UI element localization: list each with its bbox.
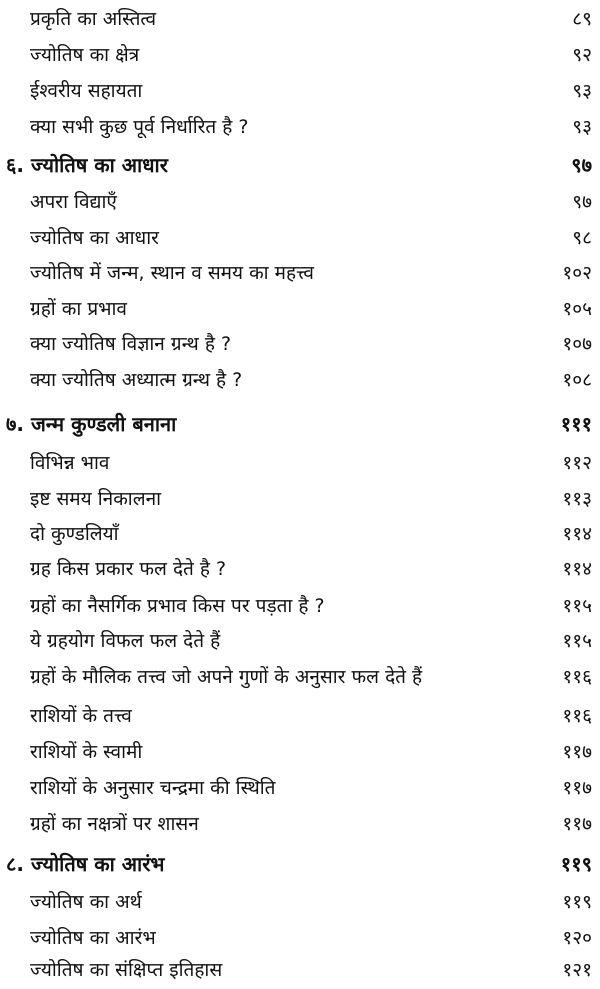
toc-entry-page: ११७: [562, 777, 592, 799]
toc-entry: [0, 219, 600, 257]
toc-chapter-title: ७. जन्म कुण्डली बनाना: [6, 412, 177, 436]
toc-entry-title: ग्रहों का नैसर्गिक प्रभाव किस पर पड़ता है ?: [30, 595, 325, 617]
toc-entry: [0, 515, 600, 553]
toc-chapter-title: ८. ज्योतिष का आरंभ: [6, 852, 165, 876]
toc-entry-title: इष्ट समय निकालना: [30, 488, 162, 510]
toc-entry-page: १०७: [562, 333, 592, 355]
toc-entry: [0, 108, 600, 146]
toc-entry: [0, 658, 600, 696]
toc-chapter-page: ९७: [571, 153, 592, 177]
toc-entry: [0, 622, 600, 660]
toc-entry-page: १०८: [562, 369, 592, 391]
toc-entry-title: ज्योतिष का क्षेत्र: [30, 44, 140, 66]
toc-chapter-heading: [0, 845, 600, 883]
toc-entry-title: दो कुण्डलियाँ: [30, 523, 119, 545]
toc-entry: [0, 36, 600, 74]
toc-entry: [0, 733, 600, 771]
toc-entry-title: ज्योतिष का आरंभ: [30, 927, 156, 949]
toc-entry: [0, 0, 600, 38]
toc-entry-title: ज्योतिष का आधार: [30, 227, 159, 249]
toc-entry-page: ९२: [572, 44, 592, 66]
toc-entry-page: ११७: [562, 741, 592, 763]
toc-entry: [0, 951, 600, 989]
toc-chapter-page: १११: [560, 412, 592, 436]
toc-chapter-title: ६. ज्योतिष का आधार: [6, 153, 168, 177]
toc-entry-title: क्या ज्योतिष विज्ञान ग्रन्थ है ?: [30, 333, 232, 355]
toc-entry: [0, 361, 600, 399]
toc-entry-page: ११२: [562, 452, 592, 474]
toc-entry-title: ग्रहों का प्रभाव: [30, 298, 127, 320]
toc-entry-title: ये ग्रहयोग विफल फल देते हैं: [30, 630, 221, 652]
toc-entry-page: १२०: [562, 927, 592, 949]
toc-entry: [0, 550, 600, 588]
toc-entry-page: ११५: [562, 630, 592, 652]
toc-entry: [0, 883, 600, 921]
toc-entry-title: ज्योतिष में जन्म, स्थान व समय का महत्त्व: [30, 262, 314, 284]
toc-entry: [0, 587, 600, 625]
toc-entry: [0, 72, 600, 110]
toc-entry: [0, 290, 600, 328]
toc-entry-title: अपरा विद्याएँ: [30, 191, 117, 213]
toc-entry-title: प्रकृति का अस्तित्व: [30, 8, 157, 30]
toc-entry: [0, 805, 600, 843]
toc-entry-page: ११४: [562, 558, 592, 580]
toc-chapter-heading: [0, 146, 600, 184]
toc-entry-title: राशियों के अनुसार चन्द्रमा की स्थिति: [30, 777, 276, 799]
toc-entry-page: १२१: [562, 959, 592, 981]
toc-entry: [0, 444, 600, 482]
toc-entry-page: १०२: [562, 262, 592, 284]
toc-entry: [0, 697, 600, 735]
toc-entry: [0, 325, 600, 363]
toc-entry: [0, 480, 600, 518]
toc-chapter-page: ११९: [560, 852, 592, 876]
toc-entry-page: ११३: [562, 488, 592, 510]
toc-entry-page: ९८: [572, 227, 592, 249]
toc-entry-page: ११७: [562, 813, 592, 835]
toc-entry-page: ११५: [562, 595, 592, 617]
toc-entry-page: ११६: [562, 666, 592, 688]
toc-entry-page: ११४: [562, 523, 592, 545]
toc-entry-page: ९३: [572, 80, 592, 102]
toc-entry-title: ईश्वरीय सहायता: [30, 80, 143, 102]
toc-entry-page: ९३: [572, 116, 592, 138]
toc-entry-title: ग्रहों के मौलिक तत्त्व जो अपने गुणों के अनुसार फल देते हैं: [30, 666, 423, 688]
toc-entry-title: क्या सभी कुछ पूर्व निर्धारित है ?: [30, 116, 249, 138]
toc-entry-title: विभिन्न भाव: [30, 452, 110, 474]
toc-entry: [0, 254, 600, 292]
toc-entry-page: १०५: [562, 298, 592, 320]
toc-entry-title: ज्योतिष का संक्षिप्त इतिहास: [30, 959, 223, 981]
toc-entry-title: ग्रहों का नक्षत्रों पर शासन: [30, 813, 199, 835]
toc-entry-title: राशियों के तत्त्व: [30, 705, 132, 727]
toc-entry-title: राशियों के स्वामी: [30, 741, 143, 763]
toc-entry: [0, 183, 600, 221]
toc-entry-page: ८९: [572, 8, 592, 30]
toc-entry-page: ११६: [562, 705, 592, 727]
toc-chapter-heading: [0, 405, 600, 443]
toc-entry-title: क्या ज्योतिष अध्यात्म ग्रन्थ है ?: [30, 369, 243, 391]
toc-entry-page: ११९: [562, 891, 592, 913]
toc-entry: [0, 769, 600, 807]
toc-entry-title: ग्रह किस प्रकार फल देते है ?: [30, 558, 227, 580]
toc-entry-title: ज्योतिष का अर्थ: [30, 891, 142, 913]
toc-entry-page: ९७: [572, 191, 592, 213]
